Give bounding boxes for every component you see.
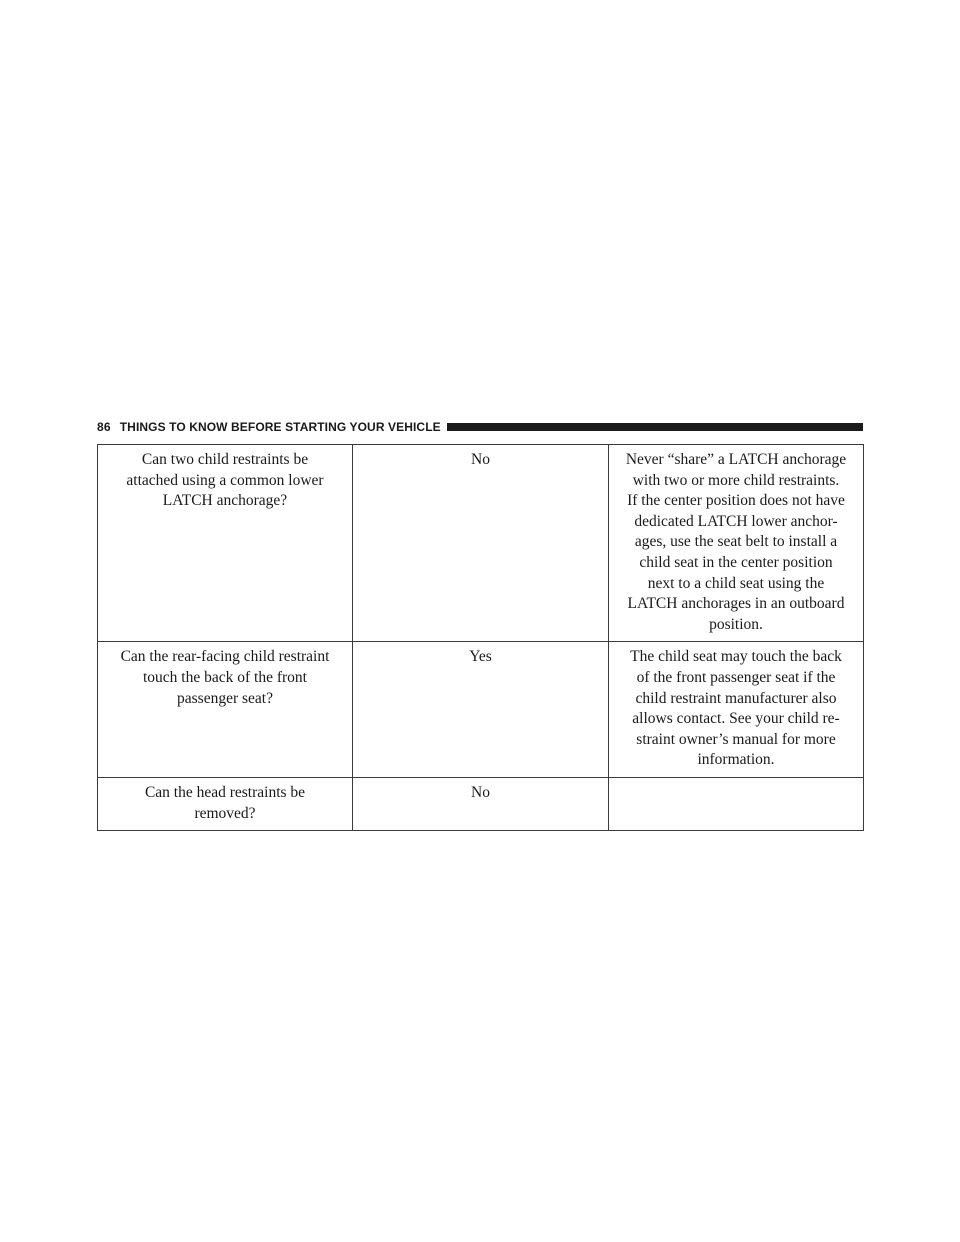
answer-text: Yes (469, 648, 492, 666)
answer-text: No (471, 783, 490, 801)
answer-cell (353, 642, 609, 778)
question-text: Can two child restraints be attached using a common lower LATCH anchorage? (126, 451, 324, 510)
page-header (97, 419, 863, 435)
table-row (98, 445, 864, 642)
latch-faq-table (97, 444, 864, 831)
question-cell (98, 642, 353, 778)
section-title: THINGS TO KNOW BEFORE STARTING YOUR VEHICLE (119, 420, 441, 434)
notes-text: Never “share” a LATCH anchorage with two or more child restraints. If the center position does not have dedicated LATCH lower anchor- ages, use the seat belt to install a child seat in the center position next to a child seat using the LATCH anchorages in an outboard position. (625, 451, 847, 633)
notes-text: The child seat may touch the back of the front passenger seat if the child restraint manufacturer also allows contact. See your child re- straint owner’s manual for more information. (630, 648, 842, 769)
answer-cell (353, 445, 609, 642)
notes-cell (609, 445, 864, 642)
question-text: Can the rear-facing child restraint touch the back of the front passenger seat? (120, 648, 330, 707)
answer-text: No (471, 451, 490, 468)
question-text: Can the head restraints be removed? (144, 783, 306, 822)
question-cell (98, 777, 353, 830)
question-cell (98, 445, 353, 642)
table-row (98, 777, 864, 830)
notes-cell (609, 642, 864, 778)
header-rule (447, 423, 863, 431)
page-number: 86 (97, 420, 111, 434)
table-row (98, 642, 864, 778)
notes-cell (609, 777, 864, 830)
answer-cell (353, 777, 609, 830)
